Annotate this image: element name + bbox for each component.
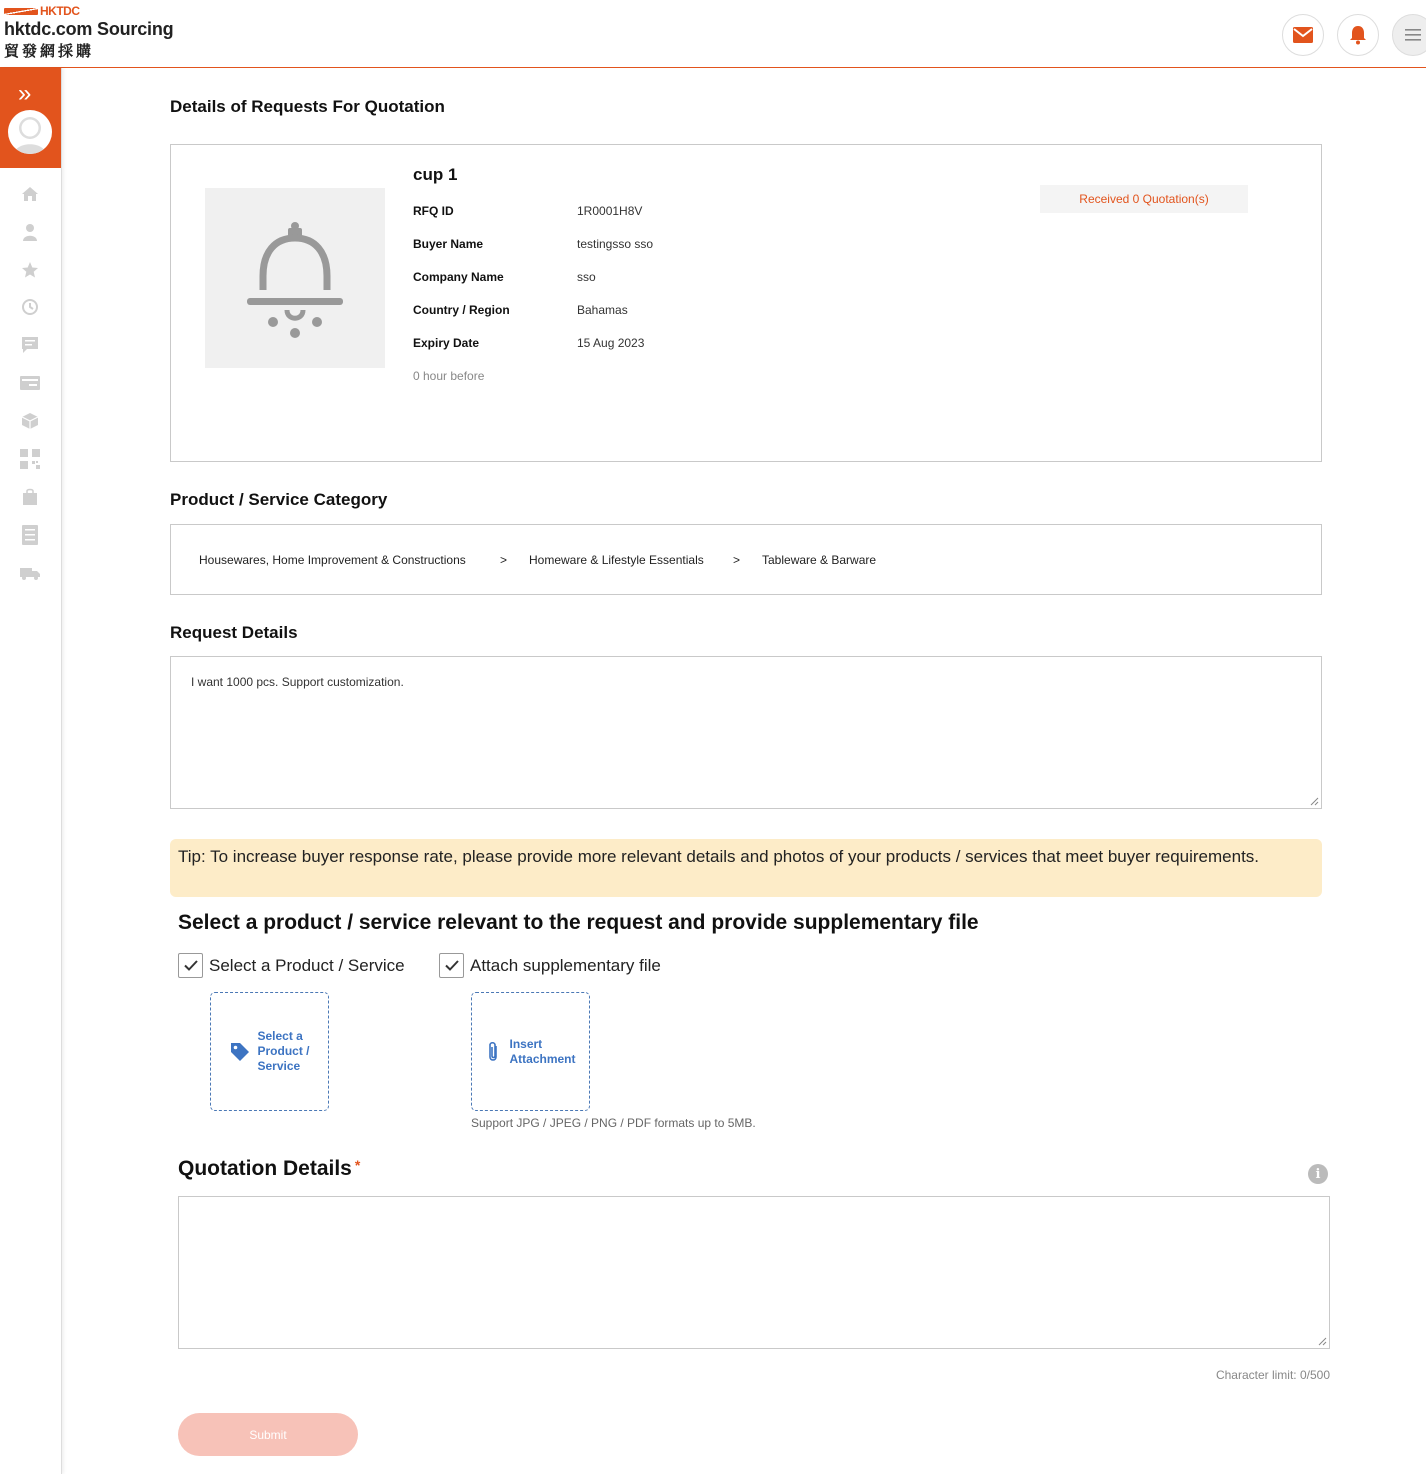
quotation-details-title-text: Quotation Details: [178, 1157, 352, 1180]
menu-button[interactable]: [1392, 14, 1426, 56]
category-level-2: Homeware & Lifestyle Essentials: [529, 553, 704, 567]
checkmark-icon: [445, 960, 459, 971]
buyer-name-value: testingsso sso: [577, 237, 654, 251]
user-avatar-icon: [8, 110, 52, 154]
home-icon[interactable]: [19, 183, 41, 205]
insert-attachment-line-2: Attachment: [509, 1051, 576, 1066]
hktdc-logo[interactable]: [4, 4, 173, 61]
category-level-3: Tableware & Barware: [762, 553, 877, 567]
paperclip-icon: [485, 1040, 501, 1064]
select-product-line-2: Product /: [257, 1044, 310, 1058]
company-name-value: sso: [577, 270, 596, 284]
checklist-icon[interactable]: [19, 524, 41, 546]
buyer-name-label: Buyer Name: [413, 237, 484, 251]
time-ago: 0 hour before: [413, 369, 485, 383]
shopping-bag-icon[interactable]: [19, 486, 41, 508]
mail-button[interactable]: [1282, 14, 1324, 56]
submit-button[interactable]: Submit: [178, 1413, 358, 1456]
tag-icon: [229, 1041, 251, 1063]
resize-handle-icon: [1310, 797, 1319, 806]
product-thumbnail: [205, 188, 385, 368]
expiry-date-value: 15 Aug 2023: [577, 336, 645, 350]
insert-attachment-line-1: Insert: [509, 1036, 543, 1051]
checkbox-checked[interactable]: [439, 953, 464, 978]
quotation-count-badge: Received 0 Quotation(s): [1040, 185, 1248, 213]
notification-button[interactable]: [1337, 14, 1379, 56]
checkbox-checked[interactable]: [178, 953, 203, 978]
hktdc-flag-icon: [4, 6, 38, 16]
history-icon[interactable]: [19, 296, 41, 318]
truck-icon[interactable]: [19, 562, 41, 584]
rfq-summary-card: [170, 144, 1322, 462]
mail-icon: [1293, 27, 1313, 43]
logo-english: hktdc.com Sourcing: [4, 19, 174, 39]
required-mark: *: [354, 1157, 361, 1173]
card-icon[interactable]: [19, 372, 41, 394]
qr-code-icon[interactable]: [19, 448, 41, 470]
category-level-1: Housewares, Home Improvement & Constructions: [199, 553, 466, 567]
expand-sidebar-icon[interactable]: »: [18, 80, 32, 107]
select-product-label: Select a Product / Service: [209, 955, 405, 975]
checkmark-icon: [184, 960, 198, 971]
avatar[interactable]: [8, 110, 52, 154]
company-name-label: Company Name: [413, 270, 504, 284]
logo-chinese: 貿發網採購: [4, 43, 95, 60]
rfq-name: cup 1: [413, 165, 458, 184]
request-details-title: Request Details: [170, 623, 298, 642]
select-product-line-3: Service: [257, 1059, 301, 1073]
country-region-value: Bahamas: [577, 303, 628, 317]
bell-placeholder-icon: [245, 218, 345, 338]
box-icon[interactable]: [19, 410, 41, 432]
quotation-details-title: [178, 1157, 360, 1181]
category-breadcrumb: [170, 524, 1322, 595]
request-details-box: [170, 656, 1322, 809]
expiry-date-label: Expiry Date: [413, 336, 480, 350]
tip-banner: Tip: To increase buyer response rate, please provide more relevant details and photos of your products / services that meet buyer requirements.: [170, 839, 1322, 897]
select-product-line-1: Select a: [257, 1029, 303, 1043]
info-icon[interactable]: i: [1308, 1164, 1328, 1184]
attach-file-label: Attach supplementary file: [470, 955, 661, 975]
resize-handle-icon[interactable]: [1318, 1337, 1327, 1346]
page-title: Details of Requests For Quotation: [170, 97, 445, 116]
top-header: [0, 0, 1426, 68]
user-icon[interactable]: [19, 221, 41, 243]
supported-formats-text: Support JPG / JPEG / PNG / PDF formats up to 5MB.: [471, 1116, 756, 1130]
sidebar-header: [0, 68, 61, 168]
country-region-label: Country / Region: [413, 303, 510, 317]
character-limit: Character limit: 0/500: [1215, 1368, 1330, 1382]
left-sidebar: [0, 68, 62, 1474]
logo-small-text: HKTDC: [40, 4, 80, 18]
quotation-details-textarea[interactable]: [178, 1196, 1330, 1349]
breadcrumb-separator: >: [733, 553, 741, 567]
select-product-checkbox[interactable]: [178, 953, 405, 978]
insert-attachment-button[interactable]: [471, 992, 590, 1111]
request-details-text: I want 1000 pcs. Support customization.: [191, 675, 404, 689]
message-icon[interactable]: [19, 334, 41, 356]
bell-icon: [1349, 25, 1367, 45]
select-product-button[interactable]: [210, 992, 329, 1111]
rfq-id-value: 1R0001H8V: [577, 204, 643, 218]
select-section-title: Select a product / service relevant to the request and provide supplementary file: [178, 911, 979, 934]
category-title: Product / Service Category: [170, 490, 388, 509]
hamburger-icon: [1405, 29, 1421, 41]
breadcrumb-separator: >: [500, 553, 508, 567]
rfq-id-label: RFQ ID: [413, 204, 454, 218]
star-icon[interactable]: [19, 259, 41, 281]
attach-file-checkbox[interactable]: [439, 953, 661, 978]
